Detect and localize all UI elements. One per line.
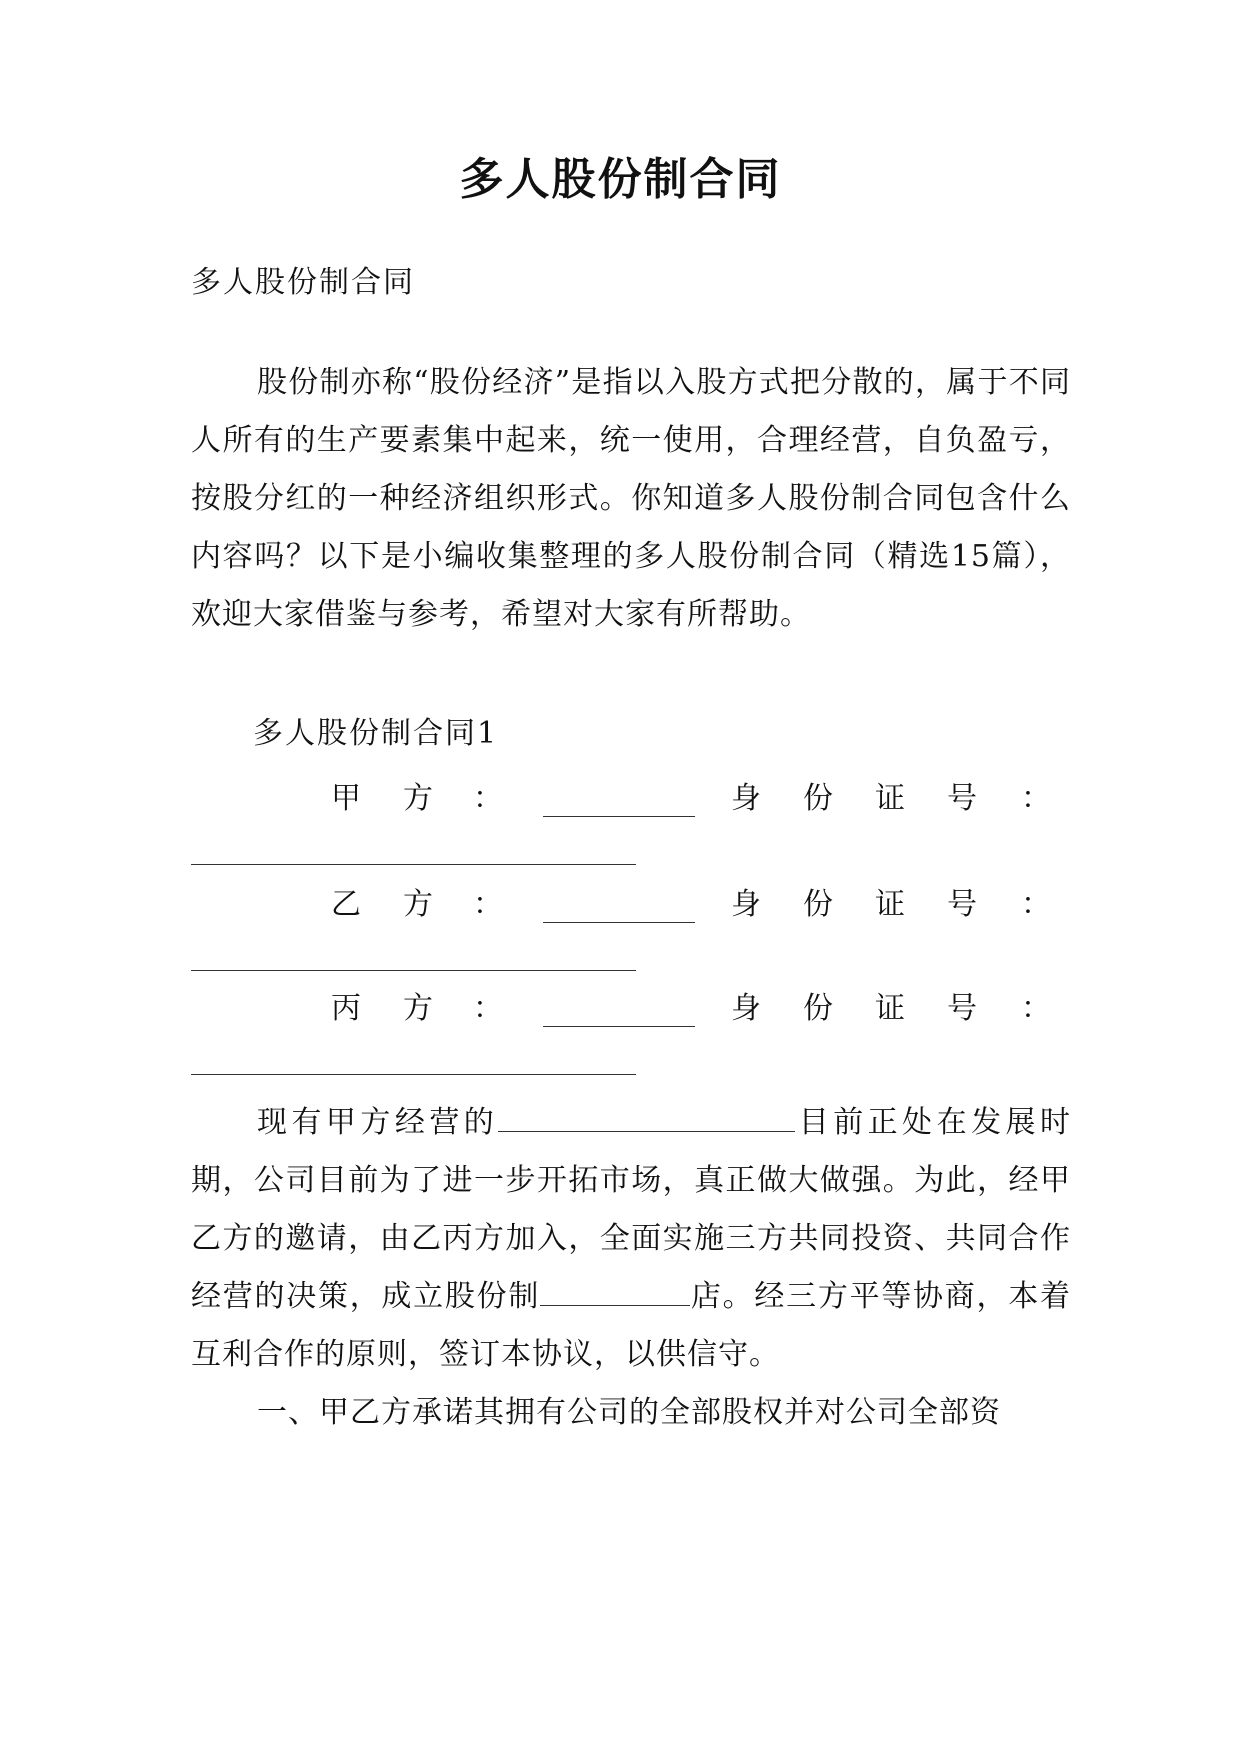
document-subtitle: 多人股份制合同 — [191, 265, 415, 300]
section-heading: 多人股份制合同1 — [253, 716, 499, 751]
party-colon: ： — [473, 887, 503, 922]
party-role-char: 方 — [403, 781, 433, 816]
id-number-blank[interactable] — [191, 1074, 636, 1075]
party-row-a — [191, 776, 1071, 822]
party-role-char: 方 — [403, 887, 433, 922]
party-role-char: 方 — [403, 991, 433, 1026]
body-text: 现有甲方经营的 — [257, 1105, 499, 1140]
party-colon: ： — [473, 781, 503, 816]
id-label-char: 身 — [731, 887, 761, 922]
id-label-char: 号 — [947, 781, 977, 816]
party-role-char: 甲 — [331, 781, 361, 816]
id-number-blank[interactable] — [191, 864, 636, 865]
id-label-char: 证 — [875, 887, 905, 922]
party-role-char: 乙 — [331, 887, 361, 922]
id-label-char: 份 — [803, 781, 833, 816]
party-row-c — [191, 986, 1071, 1032]
party-name-blank[interactable] — [543, 786, 695, 817]
id-label-char: 身 — [731, 781, 761, 816]
id-label-char: 号 — [947, 887, 977, 922]
body-paragraph-2: 一、甲乙方承诺其拥有公司的全部股权并对公司全部资 — [257, 1395, 1001, 1430]
id-label-char: 份 — [803, 887, 833, 922]
party-row-b — [191, 882, 1071, 928]
document-title: 多人股份制合同 — [459, 154, 782, 205]
id-colon: ： — [1021, 991, 1051, 1026]
id-number-blank[interactable] — [191, 970, 636, 971]
id-label-char: 身 — [731, 991, 761, 1026]
intro-paragraph: 股份制亦称“股份经济”是指以入股方式把分散的，属于不同人所有的生产要素集中起来，统一使用，合理经营，自负盈亏，按股分红的一种经济组织形式。你知道多人股份制合同包含什么内容吗？以下是小编收集整理的多人股份制合同（精选15篇），欢迎大家借鉴与参考，希望对大家有所帮助。 — [191, 365, 1071, 632]
body-text: 店。经三方平等协商，本着互利合作的原则，签订本协议，以供信守。 — [191, 1279, 1072, 1372]
id-colon: ： — [1021, 781, 1051, 816]
party-colon: ： — [473, 991, 503, 1026]
body-paragraph-1 — [191, 1094, 1071, 1384]
party-name-blank[interactable] — [543, 996, 695, 1027]
party-name-blank[interactable] — [543, 892, 695, 923]
id-label-char: 证 — [875, 991, 905, 1026]
id-label-char: 号 — [947, 991, 977, 1026]
id-label-char: 份 — [803, 991, 833, 1026]
id-colon: ： — [1021, 887, 1051, 922]
store-name-blank[interactable] — [540, 1273, 690, 1306]
body-text: 目前正处在发展时期，公司目前为了进一步开拓市场，真正做大做强。为此，经甲乙方的邀请，由乙丙方加入，全面实施三方共同投资、共同合作经营的决策，成立股份制 — [191, 1105, 1072, 1314]
id-label-char: 证 — [875, 781, 905, 816]
party-role-char: 丙 — [331, 991, 361, 1026]
business-name-blank[interactable] — [498, 1099, 795, 1132]
